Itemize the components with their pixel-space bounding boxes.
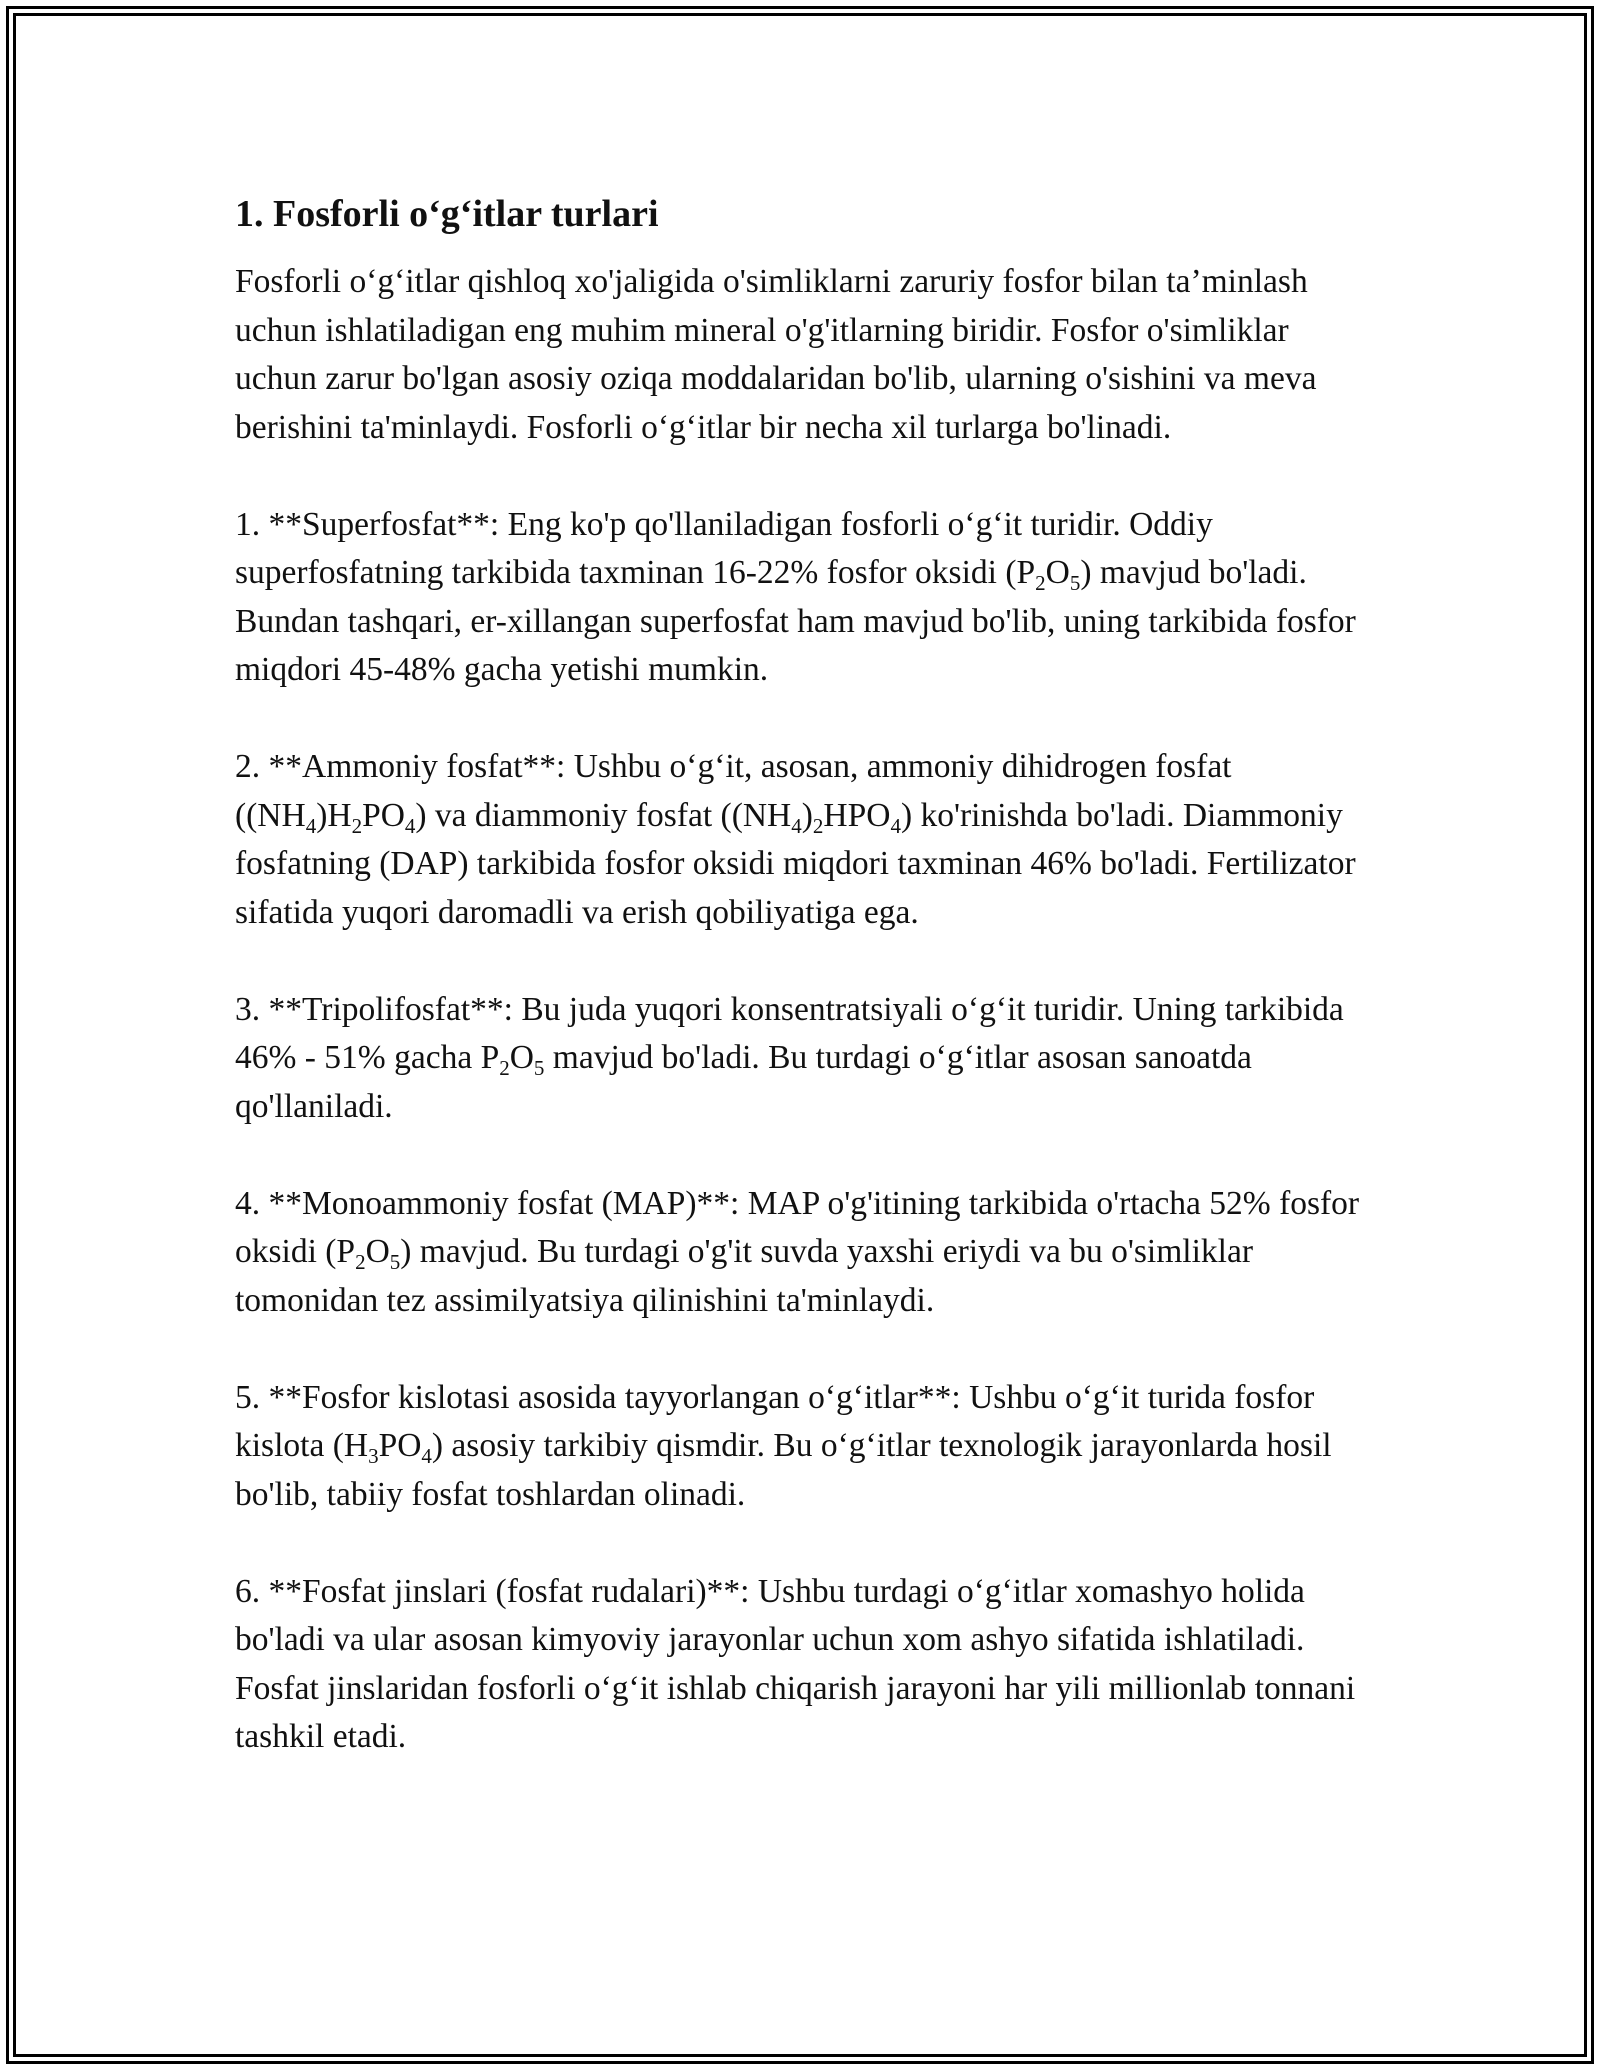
list-item-ammoniy-fosfat: 2. **Ammoniy fosfat**: Ushbu o‘g‘it, asosan, ammoniy dihidrogen fosfat $((NH_4)H_2PO_4)$ va diammoniy fosfat $((NH_4)_2HPO_4)$ ko'rinishda bo'ladi. Diammoniy fosfatning (DAP) tarkibida fosfor oksidi miqdori taxminan 46% bo'ladi. Fertilizator sifatida yuqori daromadli va erish qobiliyatiga ega. <box>235 748 1356 931</box>
intro-paragraph: Fosforli o‘g‘itlar qishloq xo'jaligida o'simliklarni zaruriy fosfor bilan ta’minlash uchun ishlatiladigan eng muhim mineral o'g'itlarning biridir. Fosfor o'simliklar uchun zarur bo'lgan asosiy oziqa moddalaridan bo'lib, ularning o'sishini va meva berishini ta'minlaydi. Fosforli o‘g‘itlar bir necha xil turlarga bo'linadi. <box>235 263 1317 446</box>
list-item-tripolifosfat: 3. **Tripolifosfat**: Bu juda yuqori konsentratsiyali o‘g‘it turidir. Uning tarkibida 46% - 51% gacha $P_2O_5$ mavjud bo'ladi. Bu turdagi o‘g‘itlar asosan sanoatda qo'llaniladi. <box>235 990 1344 1125</box>
list-item-fosfor-kislotasi: 5. **Fosfor kislotasi asosida tayyorlangan o‘g‘itlar**: Ushbu o‘g‘it turida fosfor kislota $(H_3PO_4)$ asosiy tarkibiy qismdir. Bu o‘g‘itlar texnologik jarayonlarda hosil bo'lib, tabiiy fosfat toshlardan olinadi. <box>235 1378 1332 1513</box>
list-item-monoammoniy-fosfat: 4. **Monoammoniy fosfat (MAP)**: MAP o'g'itining tarkibida o'rtacha 52% fosfor oksidi $(P_2O_5)$ mavjud. Bu turdagi o'g'it suvda yaxshi eriydi va bu o'simliklar tomonidan tez assimilyatsiya qilinishini ta'minlaydi. <box>235 1184 1360 1319</box>
document-body <box>235 188 1375 1810</box>
list-item-superfosfat: 1. **Superfosfat**: Eng ko'p qo'llaniladigan fosforli o‘g‘it turidir. Oddiy superfosfatning tarkibida taxminan 16-22% fosfor oksidi $(P_2O_5)$ mavjud bo'ladi. Bundan tashqari, er-xillangan superfosfat ham mavjud bo'lib, uning tarkibida fosfor miqdori 45-48% gacha yetishi mumkin. <box>235 505 1356 688</box>
section-heading: 1. Fosforli o‘g‘itlar turlari <box>235 193 659 235</box>
list-item-fosfat-jinslari: 6. **Fosfat jinslari (fosfat rudalari)**: Ushbu turdagi o‘g‘itlar xomashyo holida bo'ladi va ular asosan kimyoviy jarayonlar uchun xom ashyo sifatida ishlatiladi. Fosfat jinslaridan fosforli o‘g‘it ishlab chiqarish jarayoni har yili millionlab tonnani tashkil etadi. <box>235 1572 1356 1755</box>
